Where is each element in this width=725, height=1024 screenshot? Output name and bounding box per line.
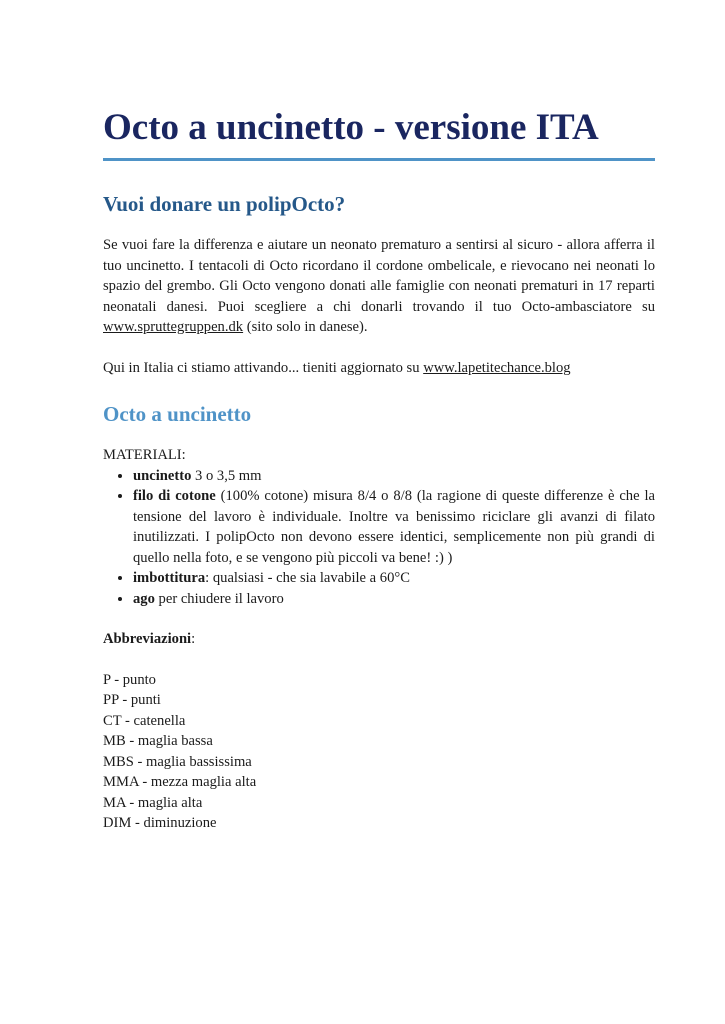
material-item (133, 589, 655, 610)
donate-paragraph-text: Se vuoi fare la differenza e aiutare un neonato prematuro a sentirsi al sicuro - allora afferra il tuo uncinetto. I tentacoli di Octo ricordano il cordone ombelicale, e rievocano nei neonati lo spazio del grembo. Gli Octo vengono donati alle famiglie con neonati prematuri in 17 reparti neonatali danesi. Puoi scegliere a chi donarli trovando il tuo Octo-ambasciatore su (103, 237, 655, 315)
donate-heading: Vuoi donare un polipOcto? (103, 192, 346, 216)
lapetitechance-link[interactable]: www.lapetitechance.blog (423, 359, 571, 376)
donate-paragraph (103, 235, 655, 338)
donate-paragraph-tail: (sito solo in danese). (243, 319, 368, 335)
page-title: Octo a uncinetto - versione ITA (103, 100, 655, 161)
material-name: imbottitura (133, 570, 206, 586)
abbreviation-item: MB - maglia bassa (103, 733, 213, 749)
material-name: ago (133, 590, 155, 607)
italy-text: Qui in Italia ci stiamo attivando... tieniti aggiornato su (103, 359, 424, 376)
abbreviations-colon: : (191, 631, 196, 647)
materials-title: MATERIALI: (103, 447, 186, 463)
abbreviation-item: CT - catenella (103, 712, 186, 729)
material-detail: : qualsiasi - che sia lavabile a 60°C (205, 570, 410, 586)
italy-paragraph (103, 358, 655, 379)
abbreviation-item: PP - punti (103, 692, 161, 708)
materials-list (103, 466, 655, 610)
abbreviations-label: Abbreviazioni (103, 631, 192, 647)
abbreviation-item: MMA - mezza maglia alta (103, 774, 257, 790)
crochet-heading: Octo a uncinetto (103, 402, 252, 426)
document-page (103, 100, 655, 834)
abbreviation-item: MBS - maglia bassissima (103, 753, 252, 770)
material-detail: per chiudere il lavoro (154, 590, 284, 607)
material-detail: 3 o 3,5 mm (191, 467, 262, 484)
material-item (133, 486, 655, 568)
abbreviation-item: P - punto (103, 671, 156, 688)
material-item (133, 568, 655, 589)
abbreviations-list (103, 670, 655, 834)
material-name: uncinetto (133, 467, 192, 484)
abbreviation-item: MA - maglia alta (103, 794, 203, 811)
material-item (133, 466, 655, 487)
spruttegruppen-link[interactable]: www.spruttegruppen.dk (103, 319, 244, 335)
material-detail: (100% cotone) misura 8/4 o 8/8 (la ragione di queste differenze è che la tensione del lavoro è individuale. Inoltre va benissimo riciclare gli avanzi di filato inutilizzati. I polipOcto non devono essere identici, semplicemente non più grandi di quello nella foto, e se vengono più piccoli va bene! :) ) (133, 488, 655, 566)
material-name: filo di cotone (133, 488, 216, 504)
abbreviations-title (103, 629, 655, 650)
abbreviation-item: DIM - diminuzione (103, 815, 217, 831)
